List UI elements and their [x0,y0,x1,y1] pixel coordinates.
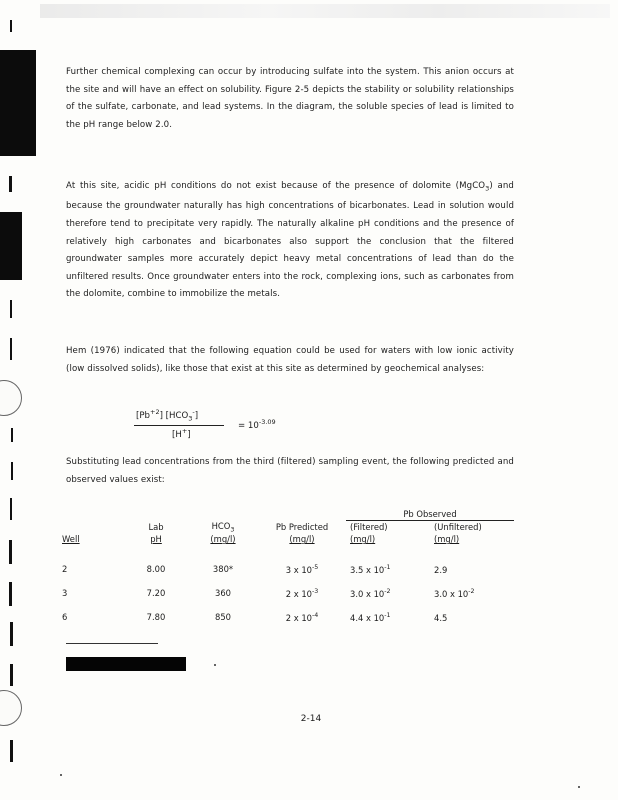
table-header-row-1: Lab $HCO_3$ Pb Predicted (Filtered) (Unfiltered) [148,520,482,534]
punch-hole [0,380,22,416]
paragraph-hem-equation-intro: Hem (1976) indicated that the following equation could be used for waters with low ionic activity (low dissolved solids), like those that exist at this site as determined by geochemical analyses: [66,346,514,374]
scan-speck [60,774,62,776]
header-filt-units: (mg/l) [350,534,376,545]
table-group-header-row [62,508,514,521]
margin-tick [10,740,13,762]
header-ph: pH [150,534,162,545]
scan-speck [578,786,580,788]
margin-tick [10,300,12,318]
scan-artifact [40,4,610,18]
margin-tick [11,462,13,480]
binder-mark [0,212,22,280]
header-unf-units: (mg/l) [434,534,460,545]
table-row: 3 7.20 360 2 x $10^{-3}$ 3.0 x $10^{-2}$ 3.0 x $10^{-2}$ [62,587,475,599]
table-row: 6 7.80 850 2 x $10^{-4}$ 4.4 x $10^{-1}$ 4.5 [62,611,448,623]
paragraph-substituting: Substituting lead concentrations from the third (filtered) sampling event, the following predicted and observed values exist: [66,457,514,485]
margin-tick [10,20,12,32]
margin-tick [9,540,12,564]
page-number: 2-14 [300,714,322,724]
footnote-divider [66,643,158,644]
lead-values-table [62,508,514,629]
header-hco3-units: (mg/l) [210,534,236,545]
binder-mark [0,50,36,156]
scan-speck [214,664,216,666]
equation-result: = $10^{-3.09}$ [238,418,276,431]
margin-tick [11,428,13,442]
equation-denominator: [H+] [172,427,191,440]
margin-tick [9,176,12,192]
redaction-block [66,657,186,671]
margin-tick [10,622,13,646]
equation-numerator: $[Pb^{+2}]$ $[HCO_3^-]$ [136,408,199,423]
table-header-row-2 [62,533,514,545]
pb-observed-header: Pb Observed [346,508,514,521]
fraction-bar [134,425,224,426]
header-well: Well [62,534,80,545]
margin-tick [10,498,12,520]
margin-tick [9,582,12,606]
header-pred-units: (mg/l) [289,534,315,545]
paragraph-sulfate-complexing: Further chemical complexing can occur by introducing sulfate into the system. This anion occurs at the site and will have an effect on solubility. Figure 2-5 depicts the stability or solubility relationships of the sulfate, carbonate, and lead systems. In the diagram, the soluble species of lead is limited to the pH range below 2.0. [66,67,514,130]
margin-tick [10,664,13,686]
table-row: 2 8.00 380* 3 x $10^{-5}$ 3.5 x $10^{-1}$ 2.9 [62,563,448,575]
margin-tick [10,338,12,360]
paragraph-dolomite: At this site, acidic pH conditions do not exist because of the presence of dolomite (MgCO$_3$) and because the groundwater naturally has high concentrations of bicarbonates. Lead in solution would therefore tend to precipitate very rapidly. The naturally alkaline pH conditions and the presence of relatively high carbonates and bicarbonates also support the conclusion that the filtered groundwater samples more accurately depict heavy metal concentrations of lead than do the unfiltered results. Once groundwater enters into the rock, complexing ions, such as carbonates from the dolomite, combine to immobilize the metals. [66,181,514,300]
